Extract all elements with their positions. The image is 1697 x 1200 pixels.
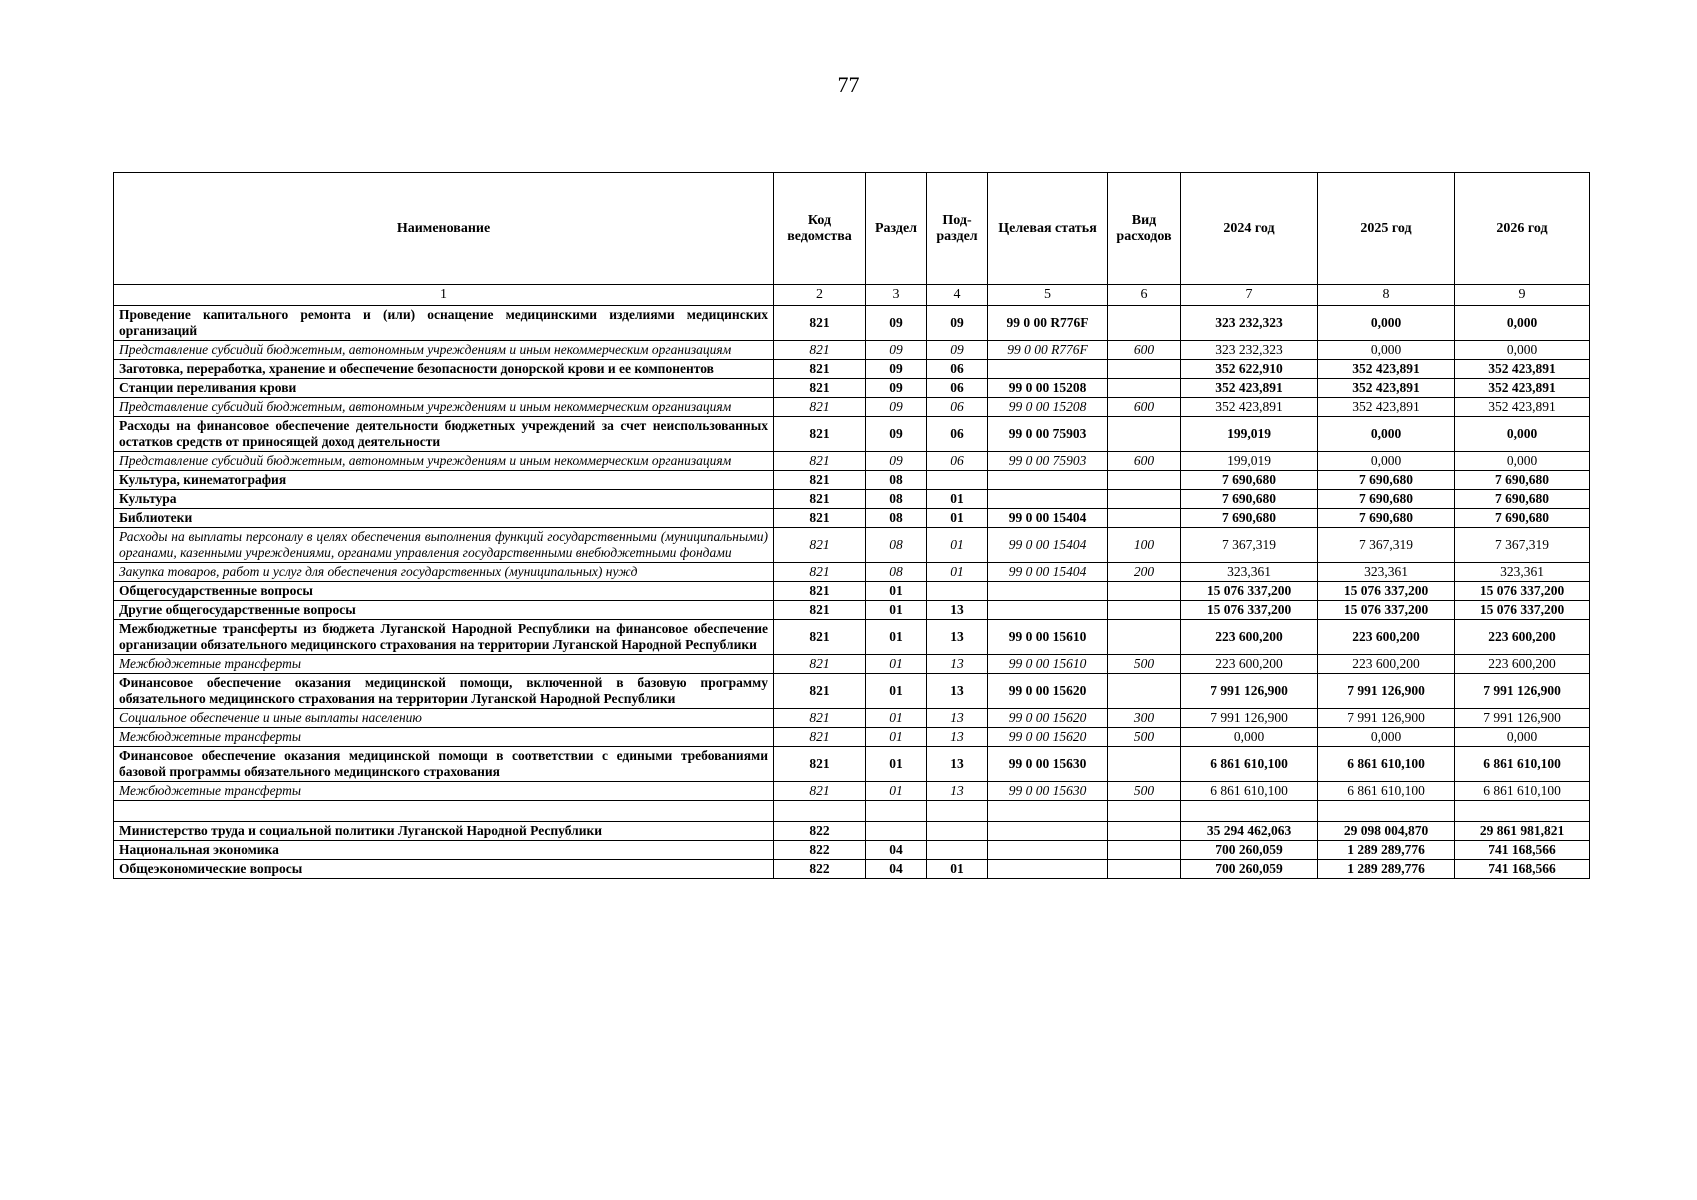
row-celevaya-statya [988,360,1108,379]
row-ved-code: 821 [774,417,866,452]
row-celevaya-statya: 99 0 00 75903 [988,452,1108,471]
row-name: Культура [114,490,774,509]
table-row [114,582,1590,601]
row-ved-code: 821 [774,471,866,490]
row-amount-2025: 15 076 337,200 [1318,601,1455,620]
row-razdel: 01 [866,655,927,674]
row-ved-code: 821 [774,490,866,509]
budget-table [113,172,1590,879]
row-ved-code: 822 [774,822,866,841]
row-ved-code: 821 [774,306,866,341]
row-name: Общегосударственные вопросы [114,582,774,601]
row-amount-2026: 352 423,891 [1455,379,1590,398]
row-celevaya-statya [988,860,1108,879]
row-amount-2026: 7 690,680 [1455,509,1590,528]
row-celevaya-statya: 99 0 00 15208 [988,379,1108,398]
row-amount-2025: 7 991 126,900 [1318,674,1455,709]
row-ved-code: 821 [774,398,866,417]
row-vid-rashodov: 500 [1108,655,1181,674]
row-amount-2025: 352 423,891 [1318,398,1455,417]
column-number: 8 [1318,285,1455,306]
row-name: Межбюджетные трансферты из бюджета Луганской Народной Республики на финансовое обеспечение организации обязательного медицинского страхования на территории Луганской Народной Республики [114,620,774,655]
row-razdel: 04 [866,841,927,860]
row-amount-2026: 0,000 [1455,306,1590,341]
row-celevaya-statya: 99 0 00 15404 [988,509,1108,528]
row-name: Закупка товаров, работ и услуг для обеспечения государственных (муниципальных) нужд [114,563,774,582]
row-amount-2024: 323,361 [1181,563,1318,582]
row-celevaya-statya: 99 0 00 15404 [988,563,1108,582]
row-celevaya-statya [988,490,1108,509]
row-amount-2026: 7 690,680 [1455,490,1590,509]
row-ved-code: 822 [774,841,866,860]
row-amount-2025: 323,361 [1318,563,1455,582]
row-amount-2026: 0,000 [1455,417,1590,452]
table-row [114,341,1590,360]
row-vid-rashodov: 200 [1108,563,1181,582]
table-row [114,306,1590,341]
row-amount-2024: 223 600,200 [1181,655,1318,674]
row-podrazdel: 01 [927,860,988,879]
row-celevaya-statya: 99 0 00 15620 [988,674,1108,709]
row-podrazdel: 06 [927,417,988,452]
row-amount-2024: 323 232,323 [1181,306,1318,341]
row-razdel: 09 [866,379,927,398]
header-ved: Код ведомства [774,173,866,285]
row-ved-code: 821 [774,582,866,601]
row-podrazdel: 09 [927,306,988,341]
row-amount-2024: 0,000 [1181,728,1318,747]
row-ved-code: 821 [774,655,866,674]
row-amount-2024: 323 232,323 [1181,341,1318,360]
row-amount-2025: 0,000 [1318,306,1455,341]
header-2025: 2025 год [1318,173,1455,285]
row-amount-2026: 741 168,566 [1455,860,1590,879]
row-vid-rashodov [1108,490,1181,509]
table-row [114,509,1590,528]
row-vid-rashodov [1108,620,1181,655]
row-amount-2025: 223 600,200 [1318,655,1455,674]
row-celevaya-statya: 99 0 00 15610 [988,655,1108,674]
row-amount-2026: 7 690,680 [1455,471,1590,490]
row-celevaya-statya: 99 0 00 R776F [988,341,1108,360]
row-amount-2024: 7 690,680 [1181,471,1318,490]
page-number: 77 [837,72,860,97]
row-name: Представление субсидий бюджетным, автономным учреждениям и иным некоммерческим организациям [114,398,774,417]
row-vid-rashodov [1108,582,1181,601]
row-celevaya-statya: 99 0 00 15620 [988,709,1108,728]
row-amount-2024: 15 076 337,200 [1181,601,1318,620]
row-vid-rashodov [1108,674,1181,709]
header-2026: 2026 год [1455,173,1590,285]
row-amount-2026: 223 600,200 [1455,620,1590,655]
row-podrazdel [927,841,988,860]
table-row [114,841,1590,860]
column-number: 6 [1108,285,1181,306]
row-podrazdel: 13 [927,620,988,655]
column-number: 5 [988,285,1108,306]
row-amount-2026: 741 168,566 [1455,841,1590,860]
row-amount-2024: 700 260,059 [1181,841,1318,860]
row-ved-code: 821 [774,709,866,728]
row-razdel: 04 [866,860,927,879]
row-name: Библиотеки [114,509,774,528]
row-name: Межбюджетные трансферты [114,728,774,747]
row-ved-code [774,801,866,822]
row-amount-2024: 7 690,680 [1181,490,1318,509]
row-podrazdel: 01 [927,563,988,582]
row-name: Представление субсидий бюджетным, автономным учреждениям и иным некоммерческим организациям [114,341,774,360]
row-razdel: 01 [866,709,927,728]
row-amount-2024 [1181,801,1318,822]
row-podrazdel: 13 [927,601,988,620]
row-amount-2025: 352 423,891 [1318,360,1455,379]
row-podrazdel: 01 [927,509,988,528]
table-row [114,452,1590,471]
row-celevaya-statya [988,582,1108,601]
row-podrazdel [927,582,988,601]
row-amount-2026: 7 991 126,900 [1455,674,1590,709]
row-amount-2025: 7 690,680 [1318,490,1455,509]
row-amount-2026: 0,000 [1455,452,1590,471]
row-amount-2025: 223 600,200 [1318,620,1455,655]
row-podrazdel: 06 [927,379,988,398]
row-razdel: 01 [866,674,927,709]
row-amount-2025: 7 367,319 [1318,528,1455,563]
row-amount-2024: 15 076 337,200 [1181,582,1318,601]
row-razdel: 09 [866,360,927,379]
row-name: Станции переливания крови [114,379,774,398]
header-row [114,173,1590,285]
row-razdel: 08 [866,471,927,490]
row-amount-2024: 352 423,891 [1181,379,1318,398]
table-row [114,620,1590,655]
row-name: Представление субсидий бюджетным, автономным учреждениям и иным некоммерческим организациям [114,452,774,471]
row-amount-2025: 7 690,680 [1318,471,1455,490]
row-amount-2026: 7 367,319 [1455,528,1590,563]
table-row [114,728,1590,747]
row-podrazdel: 06 [927,452,988,471]
row-vid-rashodov [1108,306,1181,341]
table-row [114,709,1590,728]
row-amount-2024: 700 260,059 [1181,860,1318,879]
row-razdel: 08 [866,563,927,582]
row-razdel: 09 [866,417,927,452]
row-amount-2024: 35 294 462,063 [1181,822,1318,841]
row-celevaya-statya: 99 0 00 15630 [988,747,1108,782]
column-number: 7 [1181,285,1318,306]
row-celevaya-statya: 99 0 00 15404 [988,528,1108,563]
table-row [114,747,1590,782]
row-vid-rashodov [1108,801,1181,822]
row-name: Другие общегосударственные вопросы [114,601,774,620]
row-amount-2025: 29 098 004,870 [1318,822,1455,841]
row-vid-rashodov: 100 [1108,528,1181,563]
row-podrazdel: 09 [927,341,988,360]
row-amount-2026: 6 861 610,100 [1455,747,1590,782]
table-row [114,528,1590,563]
row-vid-rashodov [1108,509,1181,528]
row-celevaya-statya [988,801,1108,822]
row-name: Общеэкономические вопросы [114,860,774,879]
row-ved-code: 821 [774,341,866,360]
table-row [114,674,1590,709]
row-amount-2024: 7 991 126,900 [1181,709,1318,728]
row-razdel: 01 [866,620,927,655]
row-amount-2025: 1 289 289,776 [1318,860,1455,879]
row-razdel: 09 [866,341,927,360]
row-vid-rashodov [1108,747,1181,782]
row-celevaya-statya [988,601,1108,620]
row-razdel: 08 [866,509,927,528]
row-ved-code: 821 [774,782,866,801]
row-ved-code: 822 [774,860,866,879]
row-podrazdel: 01 [927,490,988,509]
row-ved-code: 821 [774,601,866,620]
row-celevaya-statya: 99 0 00 15610 [988,620,1108,655]
row-amount-2026: 0,000 [1455,341,1590,360]
row-celevaya-statya: 99 0 00 15208 [988,398,1108,417]
row-amount-2024: 7 991 126,900 [1181,674,1318,709]
row-name: Межбюджетные трансферты [114,782,774,801]
row-podrazdel: 13 [927,747,988,782]
row-razdel: 01 [866,601,927,620]
row-razdel: 01 [866,747,927,782]
row-podrazdel: 06 [927,360,988,379]
row-vid-rashodov: 500 [1108,728,1181,747]
header-vid: Вид расходов [1108,173,1181,285]
row-ved-code: 821 [774,452,866,471]
row-name [114,801,774,822]
table-row [114,417,1590,452]
row-name: Межбюджетные трансферты [114,655,774,674]
row-razdel [866,801,927,822]
row-amount-2024: 199,019 [1181,452,1318,471]
row-amount-2026: 15 076 337,200 [1455,601,1590,620]
row-razdel: 09 [866,452,927,471]
row-celevaya-statya: 99 0 00 15630 [988,782,1108,801]
row-amount-2026: 7 991 126,900 [1455,709,1590,728]
row-razdel: 01 [866,728,927,747]
row-razdel [866,822,927,841]
row-vid-rashodov [1108,379,1181,398]
row-podrazdel: 13 [927,674,988,709]
row-amount-2026: 15 076 337,200 [1455,582,1590,601]
row-ved-code: 821 [774,747,866,782]
row-podrazdel [927,801,988,822]
table-row [114,398,1590,417]
column-number: 3 [866,285,927,306]
row-podrazdel [927,471,988,490]
row-name: Расходы на финансовое обеспечение деятельности бюджетных учреждений за счет неиспользованных остатков средств от приносящей доход деятельности [114,417,774,452]
row-razdel: 08 [866,490,927,509]
row-ved-code: 821 [774,379,866,398]
row-amount-2025: 0,000 [1318,728,1455,747]
row-razdel: 09 [866,306,927,341]
row-amount-2026: 352 423,891 [1455,398,1590,417]
header-2024: 2024 год [1181,173,1318,285]
row-razdel: 01 [866,582,927,601]
row-name: Социальное обеспечение и иные выплаты населению [114,709,774,728]
table-row [114,822,1590,841]
row-name: Министерство труда и социальной политики Луганской Народной Республики [114,822,774,841]
row-name: Заготовка, переработка, хранение и обеспечение безопасности донорской крови и ее компонентов [114,360,774,379]
row-podrazdel: 13 [927,655,988,674]
table-row [114,360,1590,379]
row-amount-2026: 323,361 [1455,563,1590,582]
row-vid-rashodov: 300 [1108,709,1181,728]
row-amount-2024: 352 423,891 [1181,398,1318,417]
row-vid-rashodov [1108,417,1181,452]
row-amount-2025 [1318,801,1455,822]
header-celevaya: Целевая статья [988,173,1108,285]
row-amount-2026: 223 600,200 [1455,655,1590,674]
row-name: Финансовое обеспечение оказания медицинской помощи, включенной в базовую программу обязательного медицинского страхования на территории Луганской Народной Республики [114,674,774,709]
row-amount-2024: 7 367,319 [1181,528,1318,563]
row-amount-2025: 1 289 289,776 [1318,841,1455,860]
row-amount-2026: 0,000 [1455,728,1590,747]
row-amount-2026: 29 861 981,821 [1455,822,1590,841]
row-amount-2025: 0,000 [1318,452,1455,471]
row-name: Национальная экономика [114,841,774,860]
column-number: 4 [927,285,988,306]
column-number: 1 [114,285,774,306]
header-razdel: Раздел [866,173,927,285]
column-number: 9 [1455,285,1590,306]
row-amount-2025: 15 076 337,200 [1318,582,1455,601]
row-amount-2025: 6 861 610,100 [1318,782,1455,801]
row-vid-rashodov [1108,360,1181,379]
table-row [114,601,1590,620]
column-number: 2 [774,285,866,306]
row-vid-rashodov: 500 [1108,782,1181,801]
row-podrazdel: 13 [927,709,988,728]
table-row [114,801,1590,822]
row-podrazdel: 13 [927,728,988,747]
row-amount-2024: 223 600,200 [1181,620,1318,655]
row-vid-rashodov: 600 [1108,398,1181,417]
row-celevaya-statya: 99 0 00 75903 [988,417,1108,452]
table-row [114,782,1590,801]
row-amount-2025: 0,000 [1318,417,1455,452]
row-name: Культура, кинематография [114,471,774,490]
table-row [114,379,1590,398]
row-vid-rashodov [1108,841,1181,860]
row-ved-code: 821 [774,528,866,563]
row-amount-2024: 352 622,910 [1181,360,1318,379]
row-celevaya-statya [988,471,1108,490]
row-ved-code: 821 [774,360,866,379]
row-amount-2026: 6 861 610,100 [1455,782,1590,801]
header-podrazdel: Под- раздел [927,173,988,285]
row-amount-2025: 352 423,891 [1318,379,1455,398]
row-amount-2025: 6 861 610,100 [1318,747,1455,782]
row-celevaya-statya [988,841,1108,860]
row-vid-rashodov [1108,822,1181,841]
row-podrazdel: 01 [927,528,988,563]
row-celevaya-statya: 99 0 00 15620 [988,728,1108,747]
table-row [114,655,1590,674]
row-vid-rashodov [1108,471,1181,490]
row-vid-rashodov: 600 [1108,452,1181,471]
row-amount-2024: 7 690,680 [1181,509,1318,528]
row-name: Расходы на выплаты персоналу в целях обеспечения выполнения функций государственными (муниципальными) органами, казенными учреждениями, органами управления государственными внебюджетными фондами [114,528,774,563]
row-ved-code: 821 [774,674,866,709]
row-vid-rashodov [1108,860,1181,879]
row-ved-code: 821 [774,728,866,747]
row-amount-2026 [1455,801,1590,822]
row-amount-2024: 6 861 610,100 [1181,747,1318,782]
row-podrazdel: 06 [927,398,988,417]
header-name: Наименование [114,173,774,285]
row-amount-2024: 6 861 610,100 [1181,782,1318,801]
table-row [114,490,1590,509]
row-ved-code: 821 [774,509,866,528]
row-amount-2026: 352 423,891 [1455,360,1590,379]
row-celevaya-statya: 99 0 00 R776F [988,306,1108,341]
table-row [114,860,1590,879]
row-amount-2024: 199,019 [1181,417,1318,452]
row-amount-2025: 7 690,680 [1318,509,1455,528]
row-name: Финансовое обеспечение оказания медицинской помощи в соответствии с едиными требованиями базовой программы обязательного медицинского страхования [114,747,774,782]
row-razdel: 01 [866,782,927,801]
row-name: Проведение капитального ремонта и (или) оснащение медицинскими изделиями медицинских организаций [114,306,774,341]
row-ved-code: 821 [774,563,866,582]
row-vid-rashodov [1108,601,1181,620]
table-row [114,471,1590,490]
row-amount-2025: 0,000 [1318,341,1455,360]
row-podrazdel [927,822,988,841]
row-vid-rashodov: 600 [1108,341,1181,360]
row-ved-code: 821 [774,620,866,655]
table-row [114,563,1590,582]
row-podrazdel: 13 [927,782,988,801]
column-number-row [114,285,1590,306]
row-razdel: 09 [866,398,927,417]
row-celevaya-statya [988,822,1108,841]
row-amount-2025: 7 991 126,900 [1318,709,1455,728]
row-razdel: 08 [866,528,927,563]
